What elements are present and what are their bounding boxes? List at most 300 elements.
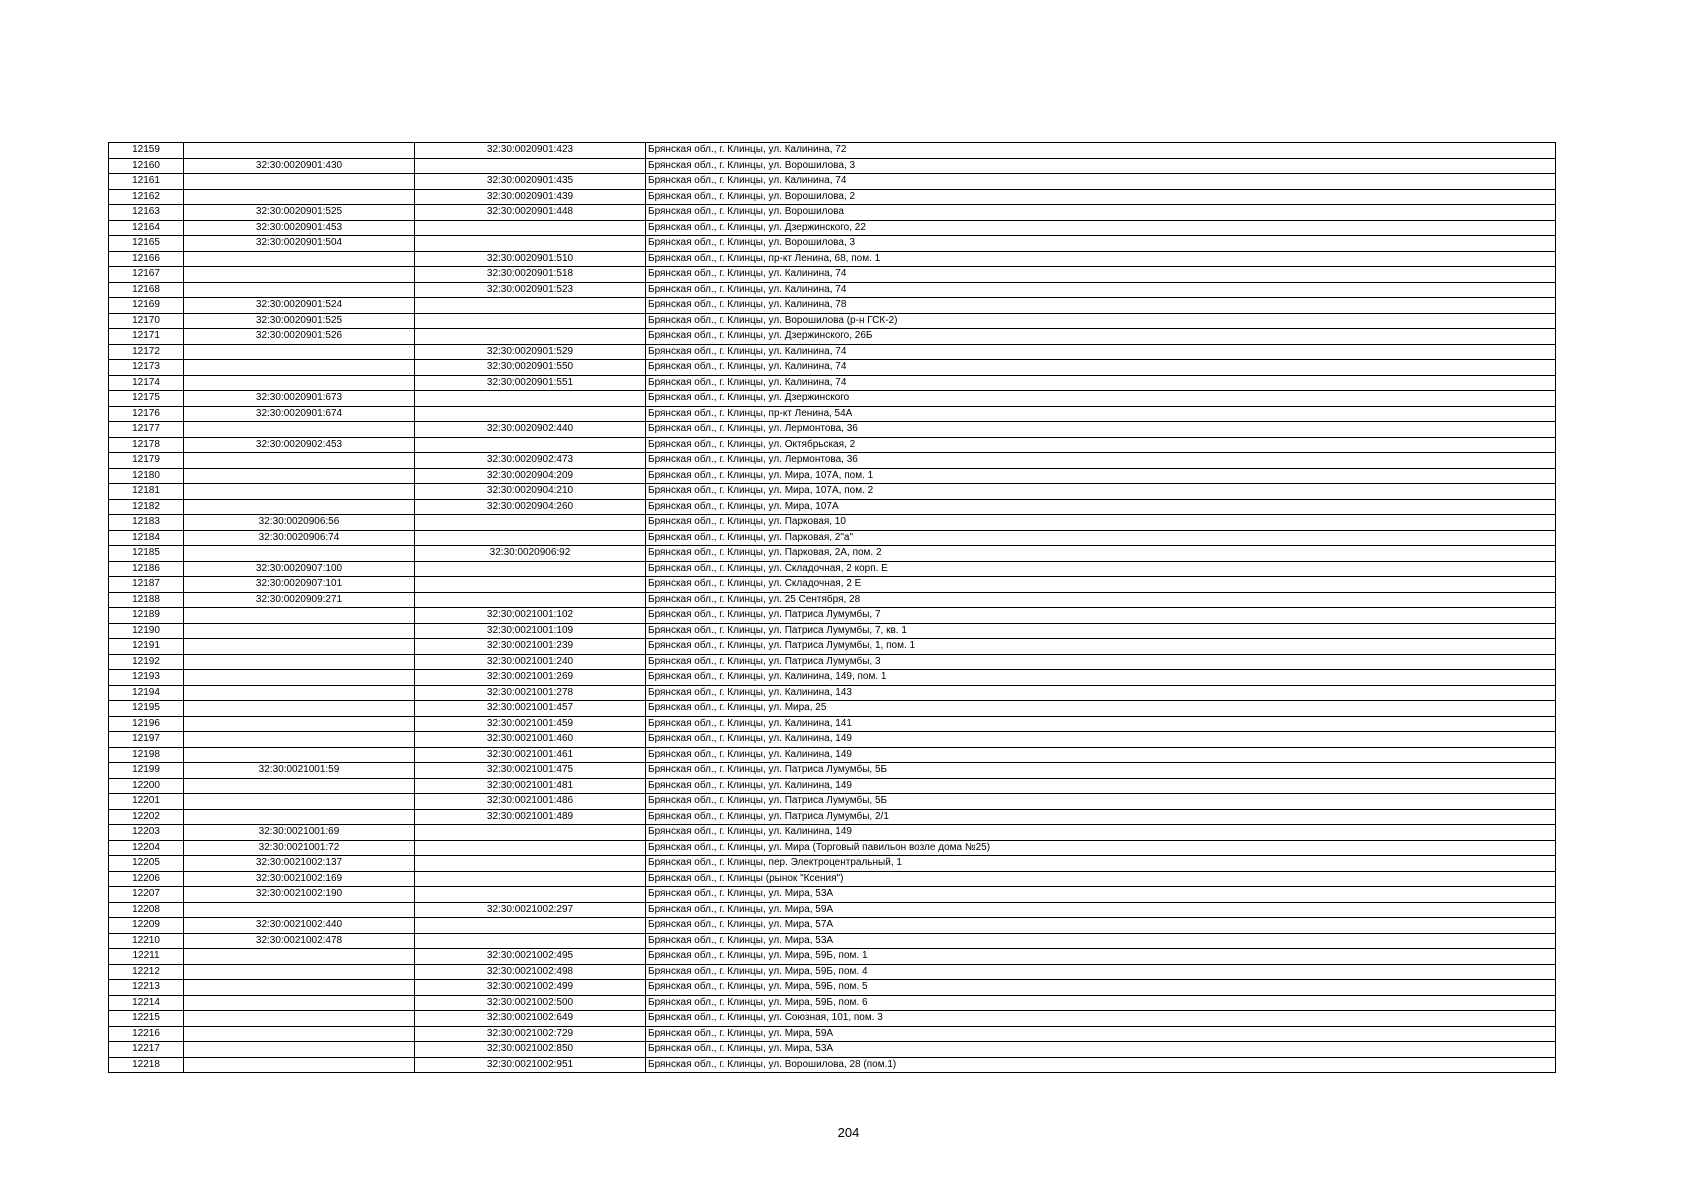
address-cell: Брянская обл., г. Клинцы, ул. Калинина, 78 xyxy=(646,298,1556,314)
old-cadastral-number-cell xyxy=(184,360,415,376)
table-row xyxy=(109,375,1556,391)
cadastral-number-cell xyxy=(415,561,646,577)
table-row xyxy=(109,1057,1556,1073)
row-number-cell: 12214 xyxy=(109,995,184,1011)
address-cell: Брянская обл., г. Клинцы, ул. Калинина, 74 xyxy=(646,344,1556,360)
old-cadastral-number-cell: 32:30:0020901:526 xyxy=(184,329,415,345)
old-cadastral-number-cell xyxy=(184,453,415,469)
old-cadastral-number-cell xyxy=(184,778,415,794)
row-number-cell: 12166 xyxy=(109,251,184,267)
cadastral-number-cell: 32:30:0021002:951 xyxy=(415,1057,646,1073)
table-row xyxy=(109,592,1556,608)
address-cell: Брянская обл., г. Клинцы, ул. Калинина, 74 xyxy=(646,360,1556,376)
cadastral-number-cell xyxy=(415,825,646,841)
table-row xyxy=(109,685,1556,701)
address-cell: Брянская обл., г. Клинцы, ул. Мира, 59Б, пом. 6 xyxy=(646,995,1556,1011)
old-cadastral-number-cell: 32:30:0021002:478 xyxy=(184,933,415,949)
cadastral-number-cell xyxy=(415,918,646,934)
address-cell: Брянская обл., г. Клинцы, ул. Калинина, 141 xyxy=(646,716,1556,732)
address-cell: Брянская обл., г. Клинцы, пр-кт Ленина, 68, пом. 1 xyxy=(646,251,1556,267)
old-cadastral-number-cell xyxy=(184,623,415,639)
cadastral-number-cell: 32:30:0021001:481 xyxy=(415,778,646,794)
old-cadastral-number-cell: 32:30:0021001:69 xyxy=(184,825,415,841)
cadastral-number-cell xyxy=(415,236,646,252)
cadastral-number-cell: 32:30:0021002:500 xyxy=(415,995,646,1011)
cadastral-number-cell xyxy=(415,856,646,872)
row-number-cell: 12211 xyxy=(109,949,184,965)
cadastral-number-cell xyxy=(415,158,646,174)
cadastral-number-cell xyxy=(415,887,646,903)
cadastral-number-cell: 32:30:0020904:210 xyxy=(415,484,646,500)
address-cell: Брянская обл., г. Клинцы, ул. Ворошилова (р-н ГСК-2) xyxy=(646,313,1556,329)
old-cadastral-number-cell xyxy=(184,1026,415,1042)
table-row xyxy=(109,174,1556,190)
row-number-cell: 12209 xyxy=(109,918,184,934)
address-cell: Брянская обл., г. Клинцы, ул. 25 Сентября, 28 xyxy=(646,592,1556,608)
table-row xyxy=(109,887,1556,903)
address-cell: Брянская обл., г. Клинцы, ул. Калинина, 143 xyxy=(646,685,1556,701)
row-number-cell: 12181 xyxy=(109,484,184,500)
old-cadastral-number-cell xyxy=(184,902,415,918)
old-cadastral-number-cell: 32:30:0020902:453 xyxy=(184,437,415,453)
table-row xyxy=(109,530,1556,546)
row-number-cell: 12203 xyxy=(109,825,184,841)
cadastral-number-cell: 32:30:0021002:297 xyxy=(415,902,646,918)
table-row xyxy=(109,189,1556,205)
row-number-cell: 12188 xyxy=(109,592,184,608)
old-cadastral-number-cell: 32:30:0021001:72 xyxy=(184,840,415,856)
row-number-cell: 12208 xyxy=(109,902,184,918)
cadastral-number-cell: 32:30:0020901:423 xyxy=(415,143,646,159)
row-number-cell: 12189 xyxy=(109,608,184,624)
table-row xyxy=(109,623,1556,639)
row-number-cell: 12190 xyxy=(109,623,184,639)
page-number: 204 xyxy=(837,1125,860,1140)
old-cadastral-number-cell: 32:30:0020901:673 xyxy=(184,391,415,407)
cadastral-number-cell: 32:30:0021001:486 xyxy=(415,794,646,810)
old-cadastral-number-cell xyxy=(184,189,415,205)
cadastral-number-cell: 32:30:0021001:109 xyxy=(415,623,646,639)
cadastral-number-cell: 32:30:0020901:518 xyxy=(415,267,646,283)
address-cell: Брянская обл., г. Клинцы, ул. Парковая, 2А, пом. 2 xyxy=(646,546,1556,562)
table-row xyxy=(109,406,1556,422)
address-cell: Брянская обл., г. Клинцы (рынок "Ксения") xyxy=(646,871,1556,887)
table-row xyxy=(109,422,1556,438)
old-cadastral-number-cell: 32:30:0021001:59 xyxy=(184,763,415,779)
row-number-cell: 12194 xyxy=(109,685,184,701)
row-number-cell: 12187 xyxy=(109,577,184,593)
row-number-cell: 12170 xyxy=(109,313,184,329)
row-number-cell: 12207 xyxy=(109,887,184,903)
old-cadastral-number-cell xyxy=(184,685,415,701)
cadastral-number-cell: 32:30:0021001:240 xyxy=(415,654,646,670)
cadastral-number-cell: 32:30:0021001:459 xyxy=(415,716,646,732)
row-number-cell: 12165 xyxy=(109,236,184,252)
cadastral-number-cell: 32:30:0021001:475 xyxy=(415,763,646,779)
registry-table xyxy=(108,142,1556,1073)
address-cell: Брянская обл., г. Клинцы, ул. Мира, 59Б, пом. 4 xyxy=(646,964,1556,980)
address-cell: Брянская обл., г. Клинцы, ул. Патриса Лумумбы, 5Б xyxy=(646,763,1556,779)
address-cell: Брянская обл., г. Клинцы, ул. Калинина, 74 xyxy=(646,267,1556,283)
row-number-cell: 12200 xyxy=(109,778,184,794)
address-cell: Брянская обл., г. Клинцы, ул. Патриса Лумумбы, 3 xyxy=(646,654,1556,670)
address-cell: Брянская обл., г. Клинцы, ул. Калинина, 149 xyxy=(646,778,1556,794)
cadastral-number-cell: 32:30:0021001:489 xyxy=(415,809,646,825)
row-number-cell: 12167 xyxy=(109,267,184,283)
old-cadastral-number-cell xyxy=(184,468,415,484)
address-cell: Брянская обл., г. Клинцы, ул. Мира, 25 xyxy=(646,701,1556,717)
row-number-cell: 12216 xyxy=(109,1026,184,1042)
old-cadastral-number-cell xyxy=(184,809,415,825)
address-cell: Брянская обл., г. Клинцы, ул. Патриса Лумумбы, 7, кв. 1 xyxy=(646,623,1556,639)
cadastral-number-cell: 32:30:0021001:269 xyxy=(415,670,646,686)
address-cell: Брянская обл., г. Клинцы, ул. Ворошилова, 3 xyxy=(646,236,1556,252)
row-number-cell: 12164 xyxy=(109,220,184,236)
table-row xyxy=(109,484,1556,500)
cadastral-number-cell: 32:30:0021002:499 xyxy=(415,980,646,996)
cadastral-number-cell: 32:30:0021002:850 xyxy=(415,1042,646,1058)
old-cadastral-number-cell: 32:30:0021002:190 xyxy=(184,887,415,903)
address-cell: Брянская обл., г. Клинцы, ул. Парковая, 2"а" xyxy=(646,530,1556,546)
row-number-cell: 12201 xyxy=(109,794,184,810)
cadastral-number-cell: 32:30:0021001:460 xyxy=(415,732,646,748)
table-row xyxy=(109,670,1556,686)
address-cell: Брянская обл., г. Клинцы, ул. Мира, 53А xyxy=(646,887,1556,903)
cadastral-number-cell: 32:30:0020901:551 xyxy=(415,375,646,391)
old-cadastral-number-cell: 32:30:0020907:100 xyxy=(184,561,415,577)
address-cell: Брянская обл., г. Клинцы, ул. Ворошилова xyxy=(646,205,1556,221)
table-row xyxy=(109,577,1556,593)
row-number-cell: 12172 xyxy=(109,344,184,360)
address-cell: Брянская обл., г. Клинцы, ул. Мира, 53А xyxy=(646,933,1556,949)
old-cadastral-number-cell xyxy=(184,995,415,1011)
row-number-cell: 12169 xyxy=(109,298,184,314)
old-cadastral-number-cell xyxy=(184,701,415,717)
row-number-cell: 12212 xyxy=(109,964,184,980)
table-row xyxy=(109,282,1556,298)
table-row xyxy=(109,778,1556,794)
cadastral-number-cell xyxy=(415,406,646,422)
row-number-cell: 12199 xyxy=(109,763,184,779)
address-cell: Брянская обл., г. Клинцы, ул. Мира, 59А xyxy=(646,902,1556,918)
table-row xyxy=(109,453,1556,469)
address-cell: Брянская обл., г. Клинцы, ул. Октябрьская, 2 xyxy=(646,437,1556,453)
address-cell: Брянская обл., г. Клинцы, ул. Калинина, 149 xyxy=(646,747,1556,763)
table-row xyxy=(109,840,1556,856)
table-row xyxy=(109,654,1556,670)
address-cell: Брянская обл., г. Клинцы, ул. Складочная, 2 Е xyxy=(646,577,1556,593)
row-number-cell: 12174 xyxy=(109,375,184,391)
old-cadastral-number-cell: 32:30:0021002:440 xyxy=(184,918,415,934)
old-cadastral-number-cell xyxy=(184,546,415,562)
table-row xyxy=(109,763,1556,779)
old-cadastral-number-cell xyxy=(184,794,415,810)
row-number-cell: 12177 xyxy=(109,422,184,438)
row-number-cell: 12183 xyxy=(109,515,184,531)
old-cadastral-number-cell xyxy=(184,654,415,670)
old-cadastral-number-cell xyxy=(184,143,415,159)
row-number-cell: 12185 xyxy=(109,546,184,562)
row-number-cell: 12180 xyxy=(109,468,184,484)
old-cadastral-number-cell xyxy=(184,639,415,655)
old-cadastral-number-cell xyxy=(184,670,415,686)
old-cadastral-number-cell: 32:30:0020901:504 xyxy=(184,236,415,252)
old-cadastral-number-cell xyxy=(184,747,415,763)
old-cadastral-number-cell xyxy=(184,1042,415,1058)
address-cell: Брянская обл., г. Клинцы, пер. Электроцентральный, 1 xyxy=(646,856,1556,872)
table-row xyxy=(109,143,1556,159)
old-cadastral-number-cell xyxy=(184,484,415,500)
table-row xyxy=(109,468,1556,484)
row-number-cell: 12202 xyxy=(109,809,184,825)
row-number-cell: 12175 xyxy=(109,391,184,407)
cadastral-number-cell xyxy=(415,515,646,531)
old-cadastral-number-cell xyxy=(184,1057,415,1073)
row-number-cell: 12204 xyxy=(109,840,184,856)
cadastral-number-cell xyxy=(415,840,646,856)
address-cell: Брянская обл., г. Клинцы, ул. Мира, 59А xyxy=(646,1026,1556,1042)
table-row xyxy=(109,1042,1556,1058)
address-cell: Брянская обл., г. Клинцы, ул. Лермонтова, 36 xyxy=(646,453,1556,469)
address-cell: Брянская обл., г. Клинцы, ул. Ворошилова, 2 xyxy=(646,189,1556,205)
cadastral-number-cell xyxy=(415,437,646,453)
cadastral-number-cell: 32:30:0020901:510 xyxy=(415,251,646,267)
table-row xyxy=(109,825,1556,841)
row-number-cell: 12205 xyxy=(109,856,184,872)
table-row xyxy=(109,964,1556,980)
old-cadastral-number-cell: 32:30:0020906:56 xyxy=(184,515,415,531)
cadastral-number-cell: 32:30:0020902:440 xyxy=(415,422,646,438)
row-number-cell: 12197 xyxy=(109,732,184,748)
address-cell: Брянская обл., г. Клинцы, ул. Дзержинского, 22 xyxy=(646,220,1556,236)
table-row xyxy=(109,1026,1556,1042)
table-row xyxy=(109,220,1556,236)
table-row xyxy=(109,437,1556,453)
address-cell: Брянская обл., г. Клинцы, ул. Калинина, 74 xyxy=(646,282,1556,298)
row-number-cell: 12171 xyxy=(109,329,184,345)
address-cell: Брянская обл., г. Клинцы, ул. Мира, 59Б, пом. 5 xyxy=(646,980,1556,996)
address-cell: Брянская обл., г. Клинцы, ул. Мира, 53А xyxy=(646,1042,1556,1058)
old-cadastral-number-cell xyxy=(184,716,415,732)
address-cell: Брянская обл., г. Клинцы, ул. Патриса Лумумбы, 1, пом. 1 xyxy=(646,639,1556,655)
old-cadastral-number-cell xyxy=(184,949,415,965)
cadastral-number-cell xyxy=(415,530,646,546)
address-cell: Брянская обл., г. Клинцы, ул. Дзержинского xyxy=(646,391,1556,407)
address-cell: Брянская обл., г. Клинцы, ул. Калинина, 74 xyxy=(646,174,1556,190)
cadastral-number-cell: 32:30:0020904:260 xyxy=(415,499,646,515)
old-cadastral-number-cell: 32:30:0021002:137 xyxy=(184,856,415,872)
table-row xyxy=(109,515,1556,531)
table-row xyxy=(109,298,1556,314)
cadastral-number-cell: 32:30:0020901:529 xyxy=(415,344,646,360)
row-number-cell: 12161 xyxy=(109,174,184,190)
cadastral-number-cell: 32:30:0020906:92 xyxy=(415,546,646,562)
cadastral-number-cell xyxy=(415,391,646,407)
address-cell: Брянская обл., г. Клинцы, ул. Мира, 57А xyxy=(646,918,1556,934)
cadastral-number-cell: 32:30:0021001:278 xyxy=(415,685,646,701)
row-number-cell: 12191 xyxy=(109,639,184,655)
address-cell: Брянская обл., г. Клинцы, ул. Калинина, 74 xyxy=(646,375,1556,391)
table-row xyxy=(109,809,1556,825)
table-row xyxy=(109,360,1556,376)
table-row xyxy=(109,949,1556,965)
address-cell: Брянская обл., г. Клинцы, ул. Мира, 107А xyxy=(646,499,1556,515)
cadastral-number-cell xyxy=(415,313,646,329)
row-number-cell: 12195 xyxy=(109,701,184,717)
old-cadastral-number-cell xyxy=(184,499,415,515)
address-cell: Брянская обл., г. Клинцы, ул. Патриса Лумумбы, 7 xyxy=(646,608,1556,624)
cadastral-number-cell: 32:30:0021001:461 xyxy=(415,747,646,763)
row-number-cell: 12162 xyxy=(109,189,184,205)
address-cell: Брянская обл., г. Клинцы, ул. Дзержинского, 26Б xyxy=(646,329,1556,345)
row-number-cell: 12163 xyxy=(109,205,184,221)
old-cadastral-number-cell: 32:30:0020901:524 xyxy=(184,298,415,314)
table-row xyxy=(109,344,1556,360)
old-cadastral-number-cell xyxy=(184,267,415,283)
row-number-cell: 12215 xyxy=(109,1011,184,1027)
old-cadastral-number-cell xyxy=(184,282,415,298)
address-cell: Брянская обл., г. Клинцы, ул. Лермонтова, 36 xyxy=(646,422,1556,438)
row-number-cell: 12217 xyxy=(109,1042,184,1058)
old-cadastral-number-cell xyxy=(184,422,415,438)
cadastral-number-cell xyxy=(415,220,646,236)
table-row xyxy=(109,267,1556,283)
row-number-cell: 12182 xyxy=(109,499,184,515)
cadastral-number-cell: 32:30:0020901:439 xyxy=(415,189,646,205)
table-row xyxy=(109,918,1556,934)
row-number-cell: 12178 xyxy=(109,437,184,453)
row-number-cell: 12168 xyxy=(109,282,184,298)
table-row xyxy=(109,716,1556,732)
old-cadastral-number-cell: 32:30:0020909:271 xyxy=(184,592,415,608)
table-row xyxy=(109,794,1556,810)
address-cell: Брянская обл., г. Клинцы, ул. Мира, 107А, пом. 1 xyxy=(646,468,1556,484)
cadastral-number-cell xyxy=(415,592,646,608)
old-cadastral-number-cell: 32:30:0021002:169 xyxy=(184,871,415,887)
row-number-cell: 12210 xyxy=(109,933,184,949)
cadastral-number-cell: 32:30:0021002:498 xyxy=(415,964,646,980)
table-row xyxy=(109,1011,1556,1027)
table-row xyxy=(109,158,1556,174)
row-number-cell: 12206 xyxy=(109,871,184,887)
old-cadastral-number-cell: 32:30:0020901:525 xyxy=(184,205,415,221)
table-row xyxy=(109,933,1556,949)
row-number-cell: 12184 xyxy=(109,530,184,546)
cadastral-number-cell: 32:30:0021002:495 xyxy=(415,949,646,965)
old-cadastral-number-cell: 32:30:0020901:453 xyxy=(184,220,415,236)
cadastral-number-cell: 32:30:0020901:448 xyxy=(415,205,646,221)
table-row xyxy=(109,747,1556,763)
old-cadastral-number-cell xyxy=(184,375,415,391)
cadastral-number-cell: 32:30:0020901:435 xyxy=(415,174,646,190)
address-cell: Брянская обл., г. Клинцы, ул. Калинина, 149 xyxy=(646,732,1556,748)
cadastral-number-cell xyxy=(415,298,646,314)
address-cell: Брянская обл., г. Клинцы, ул. Калинина, 72 xyxy=(646,143,1556,159)
row-number-cell: 12193 xyxy=(109,670,184,686)
table-row xyxy=(109,499,1556,515)
row-number-cell: 12176 xyxy=(109,406,184,422)
cadastral-number-cell xyxy=(415,329,646,345)
old-cadastral-number-cell xyxy=(184,1011,415,1027)
row-number-cell: 12213 xyxy=(109,980,184,996)
old-cadastral-number-cell xyxy=(184,608,415,624)
cadastral-number-cell xyxy=(415,871,646,887)
address-cell: Брянская обл., г. Клинцы, ул. Ворошилова, 3 xyxy=(646,158,1556,174)
row-number-cell: 12160 xyxy=(109,158,184,174)
old-cadastral-number-cell xyxy=(184,980,415,996)
old-cadastral-number-cell xyxy=(184,964,415,980)
address-cell: Брянская обл., г. Клинцы, ул. Калинина, 149 xyxy=(646,825,1556,841)
old-cadastral-number-cell: 32:30:0020901:674 xyxy=(184,406,415,422)
row-number-cell: 12218 xyxy=(109,1057,184,1073)
cadastral-number-cell: 32:30:0020901:550 xyxy=(415,360,646,376)
cadastral-number-cell: 32:30:0020901:523 xyxy=(415,282,646,298)
table-row xyxy=(109,546,1556,562)
table-row xyxy=(109,391,1556,407)
row-number-cell: 12179 xyxy=(109,453,184,469)
table-row xyxy=(109,995,1556,1011)
old-cadastral-number-cell xyxy=(184,732,415,748)
table-row xyxy=(109,561,1556,577)
address-cell: Брянская обл., г. Клинцы, ул. Мира, 59Б, пом. 1 xyxy=(646,949,1556,965)
address-cell: Брянская обл., г. Клинцы, ул. Парковая, 10 xyxy=(646,515,1556,531)
table-row xyxy=(109,236,1556,252)
table-row xyxy=(109,639,1556,655)
table-row xyxy=(109,732,1556,748)
old-cadastral-number-cell xyxy=(184,251,415,267)
address-cell: Брянская обл., г. Клинцы, ул. Ворошилова, 28 (пом.1) xyxy=(646,1057,1556,1073)
row-number-cell: 12173 xyxy=(109,360,184,376)
address-cell: Брянская обл., г. Клинцы, ул. Калинина, 149, пом. 1 xyxy=(646,670,1556,686)
cadastral-number-cell: 32:30:0021001:239 xyxy=(415,639,646,655)
cadastral-number-cell: 32:30:0021002:729 xyxy=(415,1026,646,1042)
old-cadastral-number-cell xyxy=(184,344,415,360)
table-row xyxy=(109,856,1556,872)
table-row xyxy=(109,608,1556,624)
address-cell: Брянская обл., г. Клинцы, ул. Патриса Лумумбы, 5Б xyxy=(646,794,1556,810)
table-row xyxy=(109,902,1556,918)
table-row xyxy=(109,980,1556,996)
table-row xyxy=(109,329,1556,345)
registry-table-body xyxy=(109,143,1556,1073)
address-cell: Брянская обл., г. Клинцы, ул. Складочная, 2 корп. Е xyxy=(646,561,1556,577)
cadastral-number-cell: 32:30:0021001:102 xyxy=(415,608,646,624)
old-cadastral-number-cell xyxy=(184,174,415,190)
old-cadastral-number-cell: 32:30:0020901:430 xyxy=(184,158,415,174)
cadastral-number-cell: 32:30:0021001:457 xyxy=(415,701,646,717)
table-row xyxy=(109,701,1556,717)
cadastral-number-cell: 32:30:0021002:649 xyxy=(415,1011,646,1027)
old-cadastral-number-cell: 32:30:0020906:74 xyxy=(184,530,415,546)
table-row xyxy=(109,871,1556,887)
row-number-cell: 12192 xyxy=(109,654,184,670)
cadastral-number-cell xyxy=(415,933,646,949)
address-cell: Брянская обл., г. Клинцы, ул. Патриса Лумумбы, 2/1 xyxy=(646,809,1556,825)
cadastral-number-cell xyxy=(415,577,646,593)
row-number-cell: 12198 xyxy=(109,747,184,763)
row-number-cell: 12196 xyxy=(109,716,184,732)
table-row xyxy=(109,313,1556,329)
old-cadastral-number-cell: 32:30:0020901:525 xyxy=(184,313,415,329)
address-cell: Брянская обл., г. Клинцы, ул. Мира (Торговый павильон возле дома №25) xyxy=(646,840,1556,856)
table-row xyxy=(109,205,1556,221)
table-row xyxy=(109,251,1556,267)
cadastral-number-cell: 32:30:0020902:473 xyxy=(415,453,646,469)
old-cadastral-number-cell: 32:30:0020907:101 xyxy=(184,577,415,593)
address-cell: Брянская обл., г. Клинцы, ул. Союзная, 101, пом. 3 xyxy=(646,1011,1556,1027)
address-cell: Брянская обл., г. Клинцы, ул. Мира, 107А, пом. 2 xyxy=(646,484,1556,500)
address-cell: Брянская обл., г. Клинцы, пр-кт Ленина, 54А xyxy=(646,406,1556,422)
